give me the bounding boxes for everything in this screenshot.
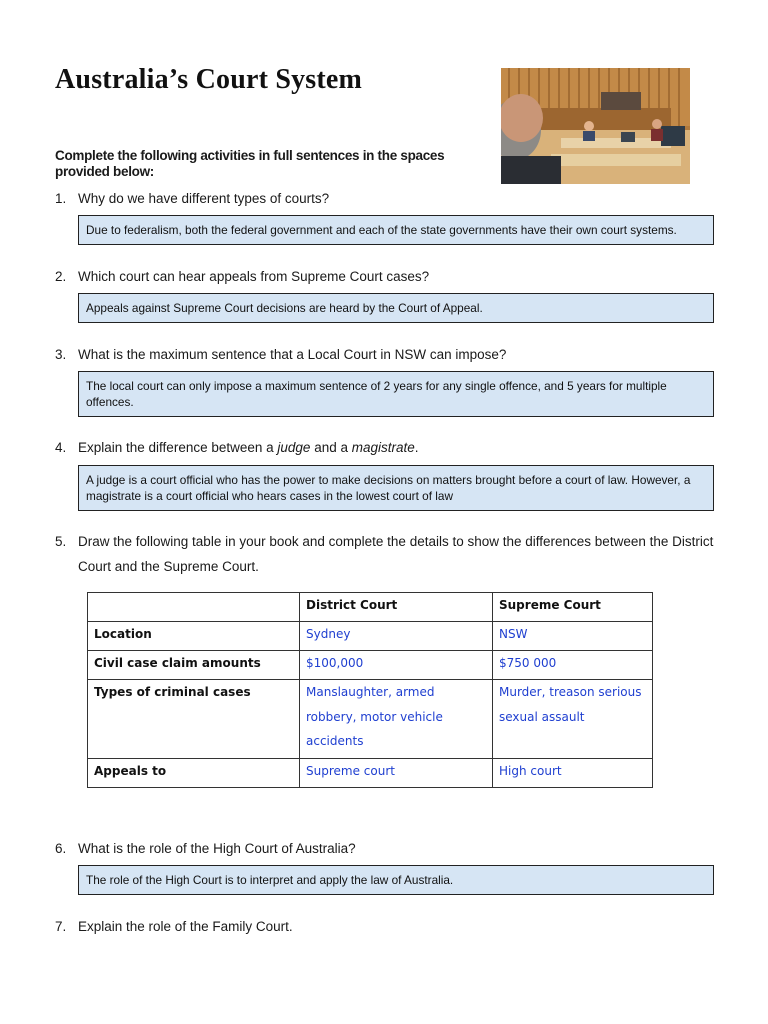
question-7 <box>55 919 293 935</box>
question-5-text: Draw the following table in your book and complete the details to show the differences between the District Court and the Supreme Court. <box>78 534 714 574</box>
row-label-criminal-cases: Types of criminal cases <box>88 680 300 759</box>
table-header-row <box>88 593 653 622</box>
court-comparison-table <box>87 592 653 788</box>
answer-box-2[interactable]: Appeals against Supreme Court decisions are heard by the Court of Appeal. <box>78 293 714 323</box>
question-4 <box>55 440 419 456</box>
page-title: Australia’s Court System <box>55 64 363 95</box>
table-header-district: District Court <box>300 593 493 622</box>
instructions: Complete the following activities in full sentences in the spaces provided below: <box>55 148 445 179</box>
question-number: 1. <box>55 191 67 206</box>
row-label-location: Location <box>88 622 300 651</box>
question-text: Explain the role of the Family Court. <box>78 919 293 934</box>
question-1 <box>55 191 329 207</box>
question-text-end: . <box>414 440 419 455</box>
answer-box-6[interactable]: The role of the High Court is to interpret and apply the law of Australia. <box>78 865 714 895</box>
supreme-criminal-cases: Murder, treason serious sexual assault <box>493 680 653 759</box>
supreme-location: NSW <box>493 622 653 651</box>
question-5-number: 5. <box>55 534 67 549</box>
district-appeals: Supreme court <box>300 759 493 788</box>
table-row <box>88 759 653 788</box>
term-judge: judge <box>277 440 311 455</box>
row-label-appeals: Appeals to <box>88 759 300 788</box>
question-number: 3. <box>55 347 67 362</box>
table-header-blank <box>88 593 300 622</box>
table-row <box>88 680 653 759</box>
table-header-supreme: Supreme Court <box>493 593 653 622</box>
question-2 <box>55 269 429 285</box>
district-civil-claims: $100,000 <box>300 651 493 680</box>
answer-box-3[interactable]: The local court can only impose a maximum sentence of 2 years for any single offence, and 5 years for multiple offences. <box>78 371 714 417</box>
question-number: 2. <box>55 269 67 284</box>
question-number: 7. <box>55 919 67 934</box>
answer-box-1[interactable]: Due to federalism, both the federal government and each of the state governments have their own court systems. <box>78 215 714 245</box>
question-3 <box>55 347 506 363</box>
district-criminal-cases: Manslaughter, armed robbery, motor vehicle accidents <box>300 680 493 759</box>
question-text: Which court can hear appeals from Supreme Court cases? <box>78 269 430 284</box>
question-text: What is the role of the High Court of Australia? <box>78 841 356 856</box>
term-magistrate: magistrate <box>351 440 415 455</box>
question-number: 4. <box>55 440 67 455</box>
question-6 <box>55 841 356 857</box>
answer-box-4[interactable]: A judge is a court official who has the power to make decisions on matters brought before a court of law. However, a magistrate is a court official who hears cases in the lowest court of law <box>78 465 714 511</box>
supreme-appeals: High court <box>493 759 653 788</box>
question-text: Why do we have different types of courts? <box>78 191 330 206</box>
supreme-civil-claims: $750 000 <box>493 651 653 680</box>
table-row <box>88 651 653 680</box>
question-text: Explain the difference between a <box>78 440 278 455</box>
district-location: Sydney <box>300 622 493 651</box>
question-number: 6. <box>55 841 67 856</box>
question-text-middle: and a <box>310 440 352 455</box>
table-row <box>88 622 653 651</box>
question-text: What is the maximum sentence that a Local Court in NSW can impose? <box>78 347 507 362</box>
courtroom-photo <box>501 68 690 184</box>
row-label-civil-claims: Civil case claim amounts <box>88 651 300 680</box>
